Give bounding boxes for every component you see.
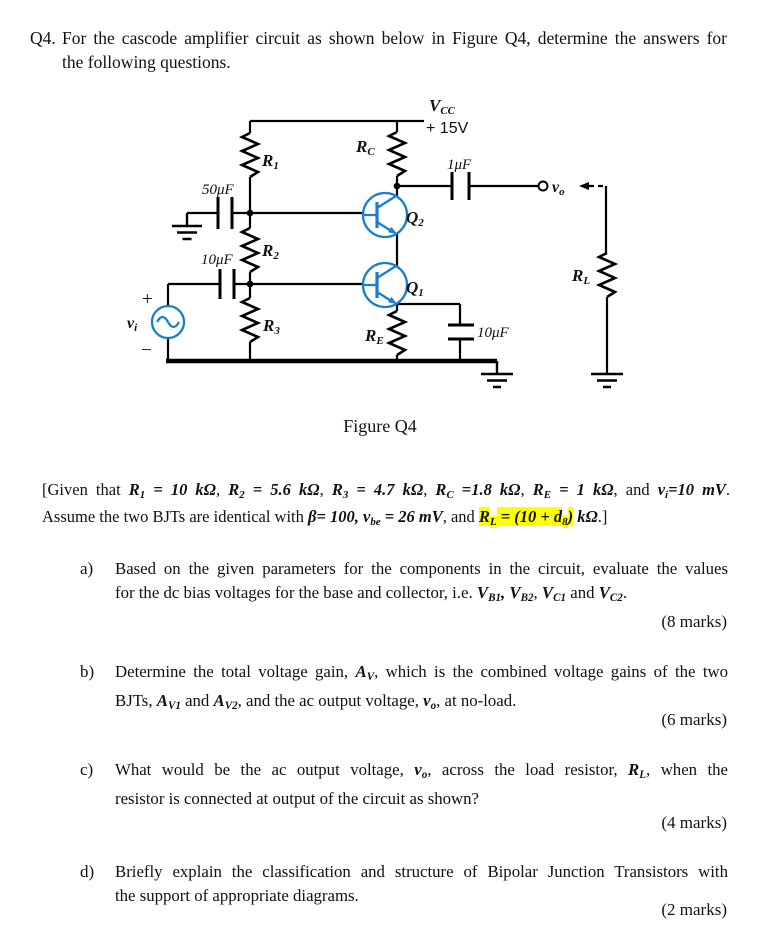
emitter-arrow — [388, 227, 397, 234]
resistors — [242, 132, 615, 355]
ground-rl — [591, 374, 623, 387]
question-a-text: Based on the given parameters for the components in the circuit, evaluate the values for the dc bias voltages for the base and collector, i.e. VB1, VB2, VC1 and VC2. — [115, 559, 728, 605]
question-a-marks: (8 marks) — [661, 612, 727, 631]
question-number: Q4. — [30, 28, 56, 48]
sine-icon — [157, 317, 179, 327]
source-plus-sign: + — [142, 289, 153, 310]
ground-left — [172, 213, 202, 239]
rc-label: RC — [356, 137, 375, 158]
arrow-left-icon — [579, 182, 589, 190]
resistor-r1 — [242, 133, 258, 177]
r3-label: R3 — [263, 316, 280, 337]
cascode-circuit-diagram — [0, 0, 780, 460]
circuit-wires — [168, 121, 607, 374]
question-c-marks: (4 marks) — [661, 813, 727, 832]
vo-label: vo — [552, 179, 565, 198]
question-c-text: What would be the ac output voltage, vo, across the load resistor, RL, when the resistor is connected at output of the circuit as shown? — [115, 760, 729, 809]
resistor-rl — [599, 253, 615, 297]
question-d-text: Briefly explain the classification and structure of Bipolar Junction Transistors with the support of appropriate diagrams. — [115, 862, 728, 905]
figure-caption: Figure Q4 — [343, 416, 417, 436]
question-d-label: d) — [80, 862, 95, 881]
source-minus-sign: − — [141, 340, 152, 361]
capacitor-10uf-bypass — [448, 325, 474, 339]
capacitor-1uf — [452, 172, 469, 200]
r1-label: R1 — [262, 151, 279, 172]
question-a-label: a) — [80, 559, 94, 578]
q2-label: Q2 — [406, 208, 424, 229]
emitter-arrow — [388, 297, 397, 304]
vi-source — [152, 306, 184, 338]
cap-50uf-label: 50μF — [202, 182, 234, 198]
question-intro-line2: the following questions. — [62, 52, 231, 72]
q1-label: Q1 — [406, 278, 424, 299]
capacitor-10uf-input — [220, 269, 234, 299]
resistor-r2 — [242, 228, 258, 272]
vcc-value: + 15V — [426, 120, 469, 137]
rl-label: RL — [572, 266, 591, 287]
vi-label: vi — [127, 315, 138, 334]
transistor-q2 — [363, 193, 407, 237]
resistor-r3 — [242, 298, 258, 342]
cap-1uf-label: 1μF — [447, 157, 472, 173]
ground-main — [481, 361, 513, 387]
question-c-label: c) — [80, 760, 94, 779]
question-b-marks: (6 marks) — [661, 710, 727, 729]
capacitors — [218, 172, 474, 339]
cap-10uf-bypass-label: 10μF — [477, 325, 509, 341]
capacitor-50uf — [218, 197, 232, 229]
resistor-rc — [389, 132, 405, 176]
resistor-re — [389, 311, 405, 355]
vo-terminal — [539, 182, 548, 191]
cap-10uf-input-label: 10μF — [201, 252, 233, 268]
transistor-q1 — [363, 263, 407, 307]
given-line2: Assume the two BJTs are identical with β= 100, vbe = 26 mV, and RL = (10 + d8) kΩ.] — [42, 507, 608, 529]
question-d-marks: (2 marks) — [661, 900, 727, 919]
r2-label: R2 — [262, 241, 279, 262]
given-parameters — [42, 479, 730, 533]
re-label: RE — [365, 326, 384, 347]
question-b-text: Determine the total voltage gain, AV, which is the combined voltage gains of the two BJTs, AV1 and AV2, and the ac output voltage, vo, at no-load. — [115, 662, 728, 713]
question-b-label: b) — [80, 662, 95, 681]
vcc-label: VCC — [429, 96, 456, 117]
question-intro-line1: For the cascode amplifier circuit as shown below in Figure Q4, determine the answers for — [62, 28, 727, 48]
given-line1: [Given that R1 = 10 kΩ, R2 = 5.6 kΩ, R3 = 4.7 kΩ, RC =1.8 kΩ, RE = 1 kΩ, and vi=10 mV. — [42, 480, 731, 502]
